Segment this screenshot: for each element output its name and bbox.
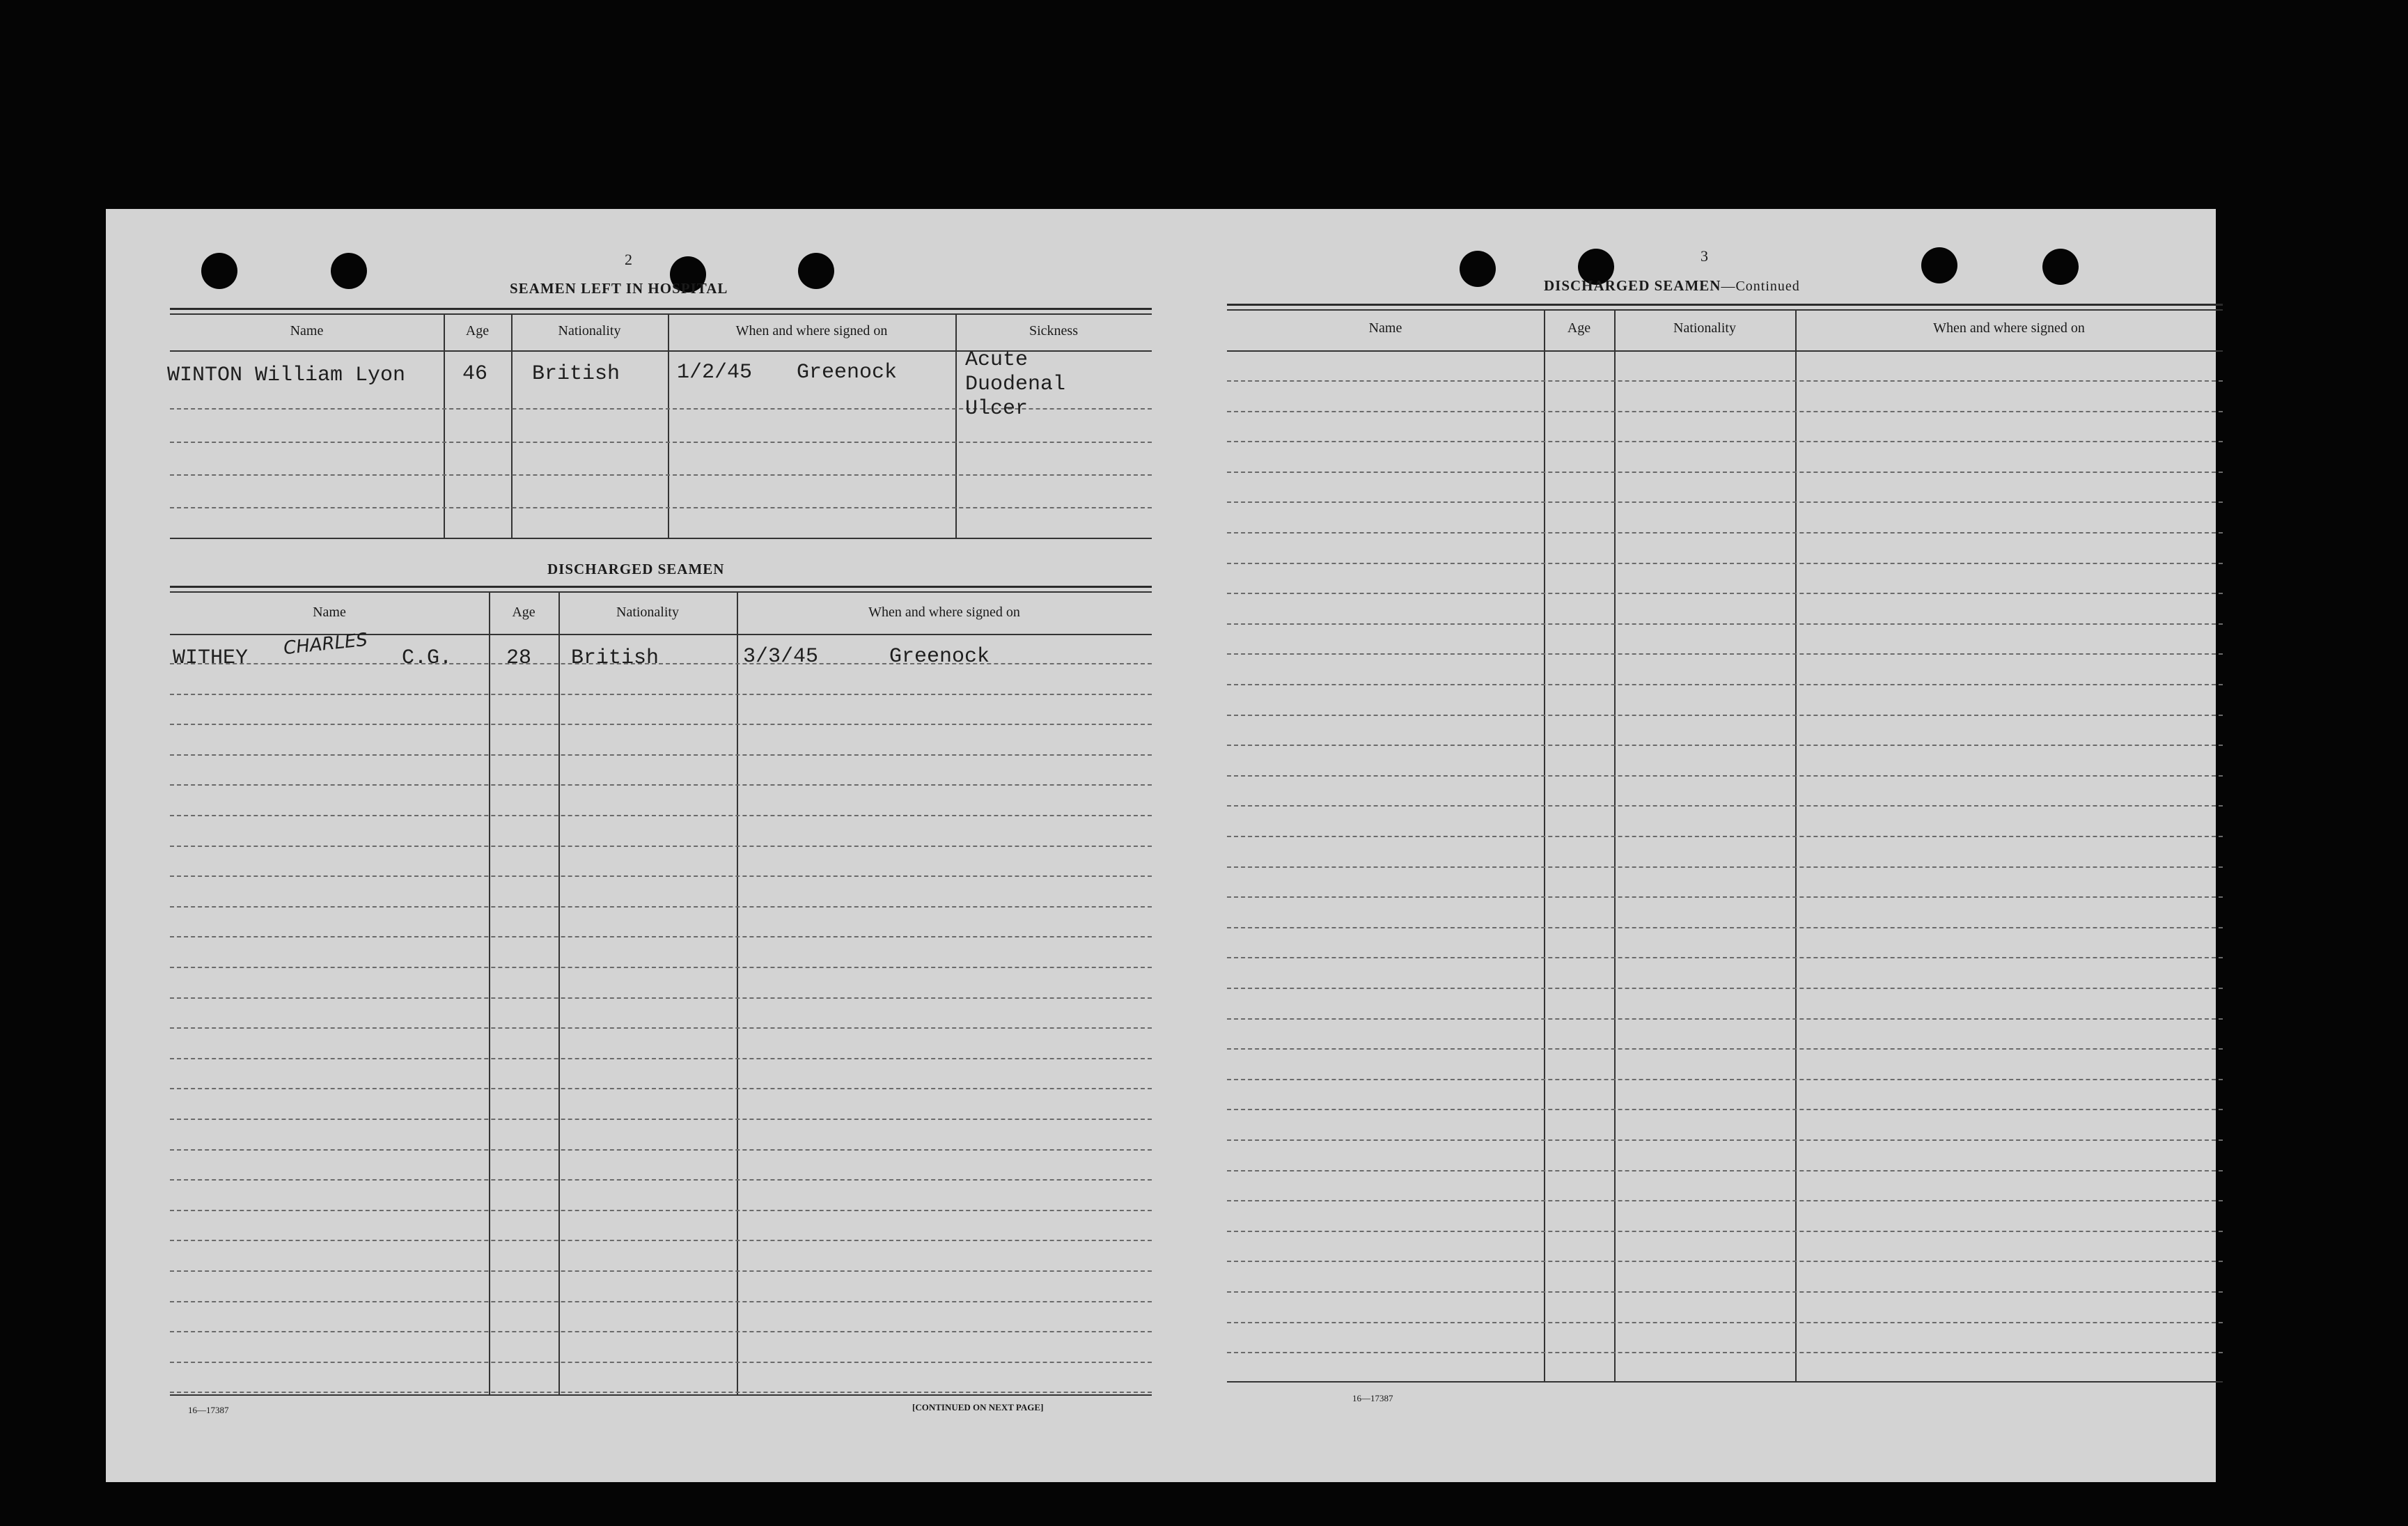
sickness-line: Duodenal bbox=[965, 373, 1066, 396]
discharged-entry-forename-handwritten: CHARLES bbox=[282, 629, 369, 660]
section-title-suffix: —Continued bbox=[1721, 279, 1800, 294]
column-header-nationality: Nationality bbox=[1673, 320, 1736, 336]
column-header-name: Name bbox=[1368, 320, 1402, 336]
column-header-nationality: Nationality bbox=[616, 605, 679, 620]
document-sheet bbox=[106, 209, 2216, 1482]
ruled-line bbox=[170, 1119, 1152, 1120]
hospital-entry-nationality: British bbox=[532, 362, 620, 386]
ruled-line bbox=[170, 1270, 1152, 1272]
discharged-entry-age: 28 bbox=[506, 646, 532, 670]
page-number: 3 bbox=[1701, 247, 1709, 265]
ruled-line bbox=[170, 663, 1152, 664]
ruled-line bbox=[1227, 1291, 2223, 1293]
form-number: 16—17387 bbox=[188, 1405, 229, 1415]
sickness-line: Ulcer bbox=[965, 397, 1029, 421]
sickness-line: Acute bbox=[965, 348, 1029, 372]
ruled-line bbox=[170, 1179, 1152, 1181]
ruled-line bbox=[170, 1362, 1152, 1363]
ruled-line bbox=[170, 875, 1152, 877]
ruled-line bbox=[170, 906, 1152, 908]
ruled-line bbox=[1227, 563, 2223, 564]
ruled-line bbox=[1227, 1018, 2223, 1020]
ruled-line bbox=[1227, 1139, 2223, 1141]
ruled-line bbox=[1227, 957, 2223, 958]
discharged-entry-nationality: British bbox=[571, 646, 659, 670]
column-header-sickness: Sickness bbox=[1029, 323, 1078, 338]
discharged-entry-place: Greenock bbox=[889, 645, 990, 669]
column-header-name: Name bbox=[313, 605, 346, 620]
ruled-line bbox=[1227, 684, 2223, 685]
ruled-line bbox=[1227, 623, 2223, 625]
ruled-line bbox=[170, 754, 1152, 756]
ruled-line bbox=[1227, 1231, 2223, 1232]
ruled-line bbox=[1227, 775, 2223, 777]
hospital-entry-date: 1/2/45 bbox=[677, 361, 753, 384]
ruled-line bbox=[170, 1392, 1152, 1393]
section-title-text: DISCHARGED SEAMEN bbox=[1544, 277, 1721, 294]
ruled-line bbox=[170, 1058, 1152, 1059]
hospital-entry-age: 46 bbox=[462, 362, 488, 386]
ruled-line bbox=[1227, 593, 2223, 594]
ruled-line bbox=[170, 1149, 1152, 1151]
column-header-name: Name bbox=[290, 323, 324, 338]
ruled-line bbox=[1227, 501, 2223, 503]
ruled-line bbox=[1227, 1261, 2223, 1262]
ruled-line bbox=[1227, 1048, 2223, 1050]
ruled-line bbox=[170, 997, 1152, 999]
ruled-line bbox=[170, 967, 1152, 968]
page-number: 2 bbox=[625, 251, 633, 268]
ruled-line bbox=[170, 1088, 1152, 1089]
column-header-age: Age bbox=[465, 323, 490, 338]
ruled-line bbox=[1227, 805, 2223, 807]
column-header-age: Age bbox=[1567, 320, 1591, 336]
column-header-nationality: Nationality bbox=[558, 323, 621, 338]
hospital-section-title: SEAMEN LEFT IN HOSPITAL bbox=[510, 280, 728, 297]
ruled-line bbox=[1227, 836, 2223, 837]
form-number: 16—17387 bbox=[1352, 1393, 1393, 1403]
continued-note: [CONTINUED ON NEXT PAGE] bbox=[912, 1402, 1044, 1412]
discharged-entry-initials: C.G. bbox=[402, 646, 453, 670]
ruled-line bbox=[170, 1240, 1152, 1241]
discharged-continued-title bbox=[1544, 277, 1800, 295]
table-bottom-rule bbox=[170, 538, 1152, 539]
ruled-line bbox=[170, 1027, 1152, 1029]
ruled-line bbox=[1227, 1079, 2223, 1080]
discharged-entry-date: 3/3/45 bbox=[743, 645, 819, 669]
ruled-line bbox=[1227, 441, 2223, 442]
column-header-signed-on: When and where signed on bbox=[735, 323, 888, 338]
table-top-rule bbox=[170, 308, 1152, 310]
ruled-line bbox=[1227, 927, 2223, 928]
ruled-line bbox=[1227, 532, 2223, 534]
ruled-line bbox=[170, 936, 1152, 937]
ruled-line bbox=[170, 694, 1152, 695]
table-bottom-rule bbox=[170, 1394, 1152, 1396]
ruled-line bbox=[170, 1331, 1152, 1332]
ruled-line bbox=[1227, 653, 2223, 655]
ruled-line bbox=[1227, 988, 2223, 989]
ruled-line bbox=[1227, 745, 2223, 746]
table-bottom-rule bbox=[1227, 1381, 2223, 1383]
ruled-line bbox=[1227, 411, 2223, 412]
ruled-line bbox=[1227, 715, 2223, 716]
ruled-line bbox=[170, 1301, 1152, 1302]
column-header-signed-on: When and where signed on bbox=[868, 605, 1020, 620]
header-rule bbox=[1227, 350, 2223, 352]
hospital-entry-name: WINTON William Lyon bbox=[167, 364, 406, 387]
ruled-line bbox=[170, 784, 1152, 786]
discharged-section-title: DISCHARGED SEAMEN bbox=[547, 561, 725, 577]
ruled-line bbox=[1227, 1200, 2223, 1201]
ruled-line bbox=[170, 1210, 1152, 1211]
column-header-signed-on: When and where signed on bbox=[1933, 320, 2085, 336]
ruled-line bbox=[1227, 1170, 2223, 1171]
ruled-line bbox=[1227, 380, 2223, 382]
ruled-line bbox=[170, 724, 1152, 725]
right-page bbox=[1150, 209, 2216, 1482]
hospital-entry-place: Greenock bbox=[797, 361, 898, 384]
ruled-line bbox=[170, 815, 1152, 816]
left-page bbox=[106, 209, 1150, 1482]
ruled-line bbox=[1227, 1109, 2223, 1110]
ruled-line bbox=[170, 846, 1152, 847]
ruled-line bbox=[1227, 472, 2223, 473]
ruled-line bbox=[1227, 896, 2223, 898]
ruled-line bbox=[1227, 1322, 2223, 1323]
discharged-entry-surname: WITHEY bbox=[173, 646, 249, 670]
ruled-line bbox=[1227, 866, 2223, 868]
column-header-age: Age bbox=[512, 605, 535, 620]
ruled-line bbox=[1227, 1352, 2223, 1353]
